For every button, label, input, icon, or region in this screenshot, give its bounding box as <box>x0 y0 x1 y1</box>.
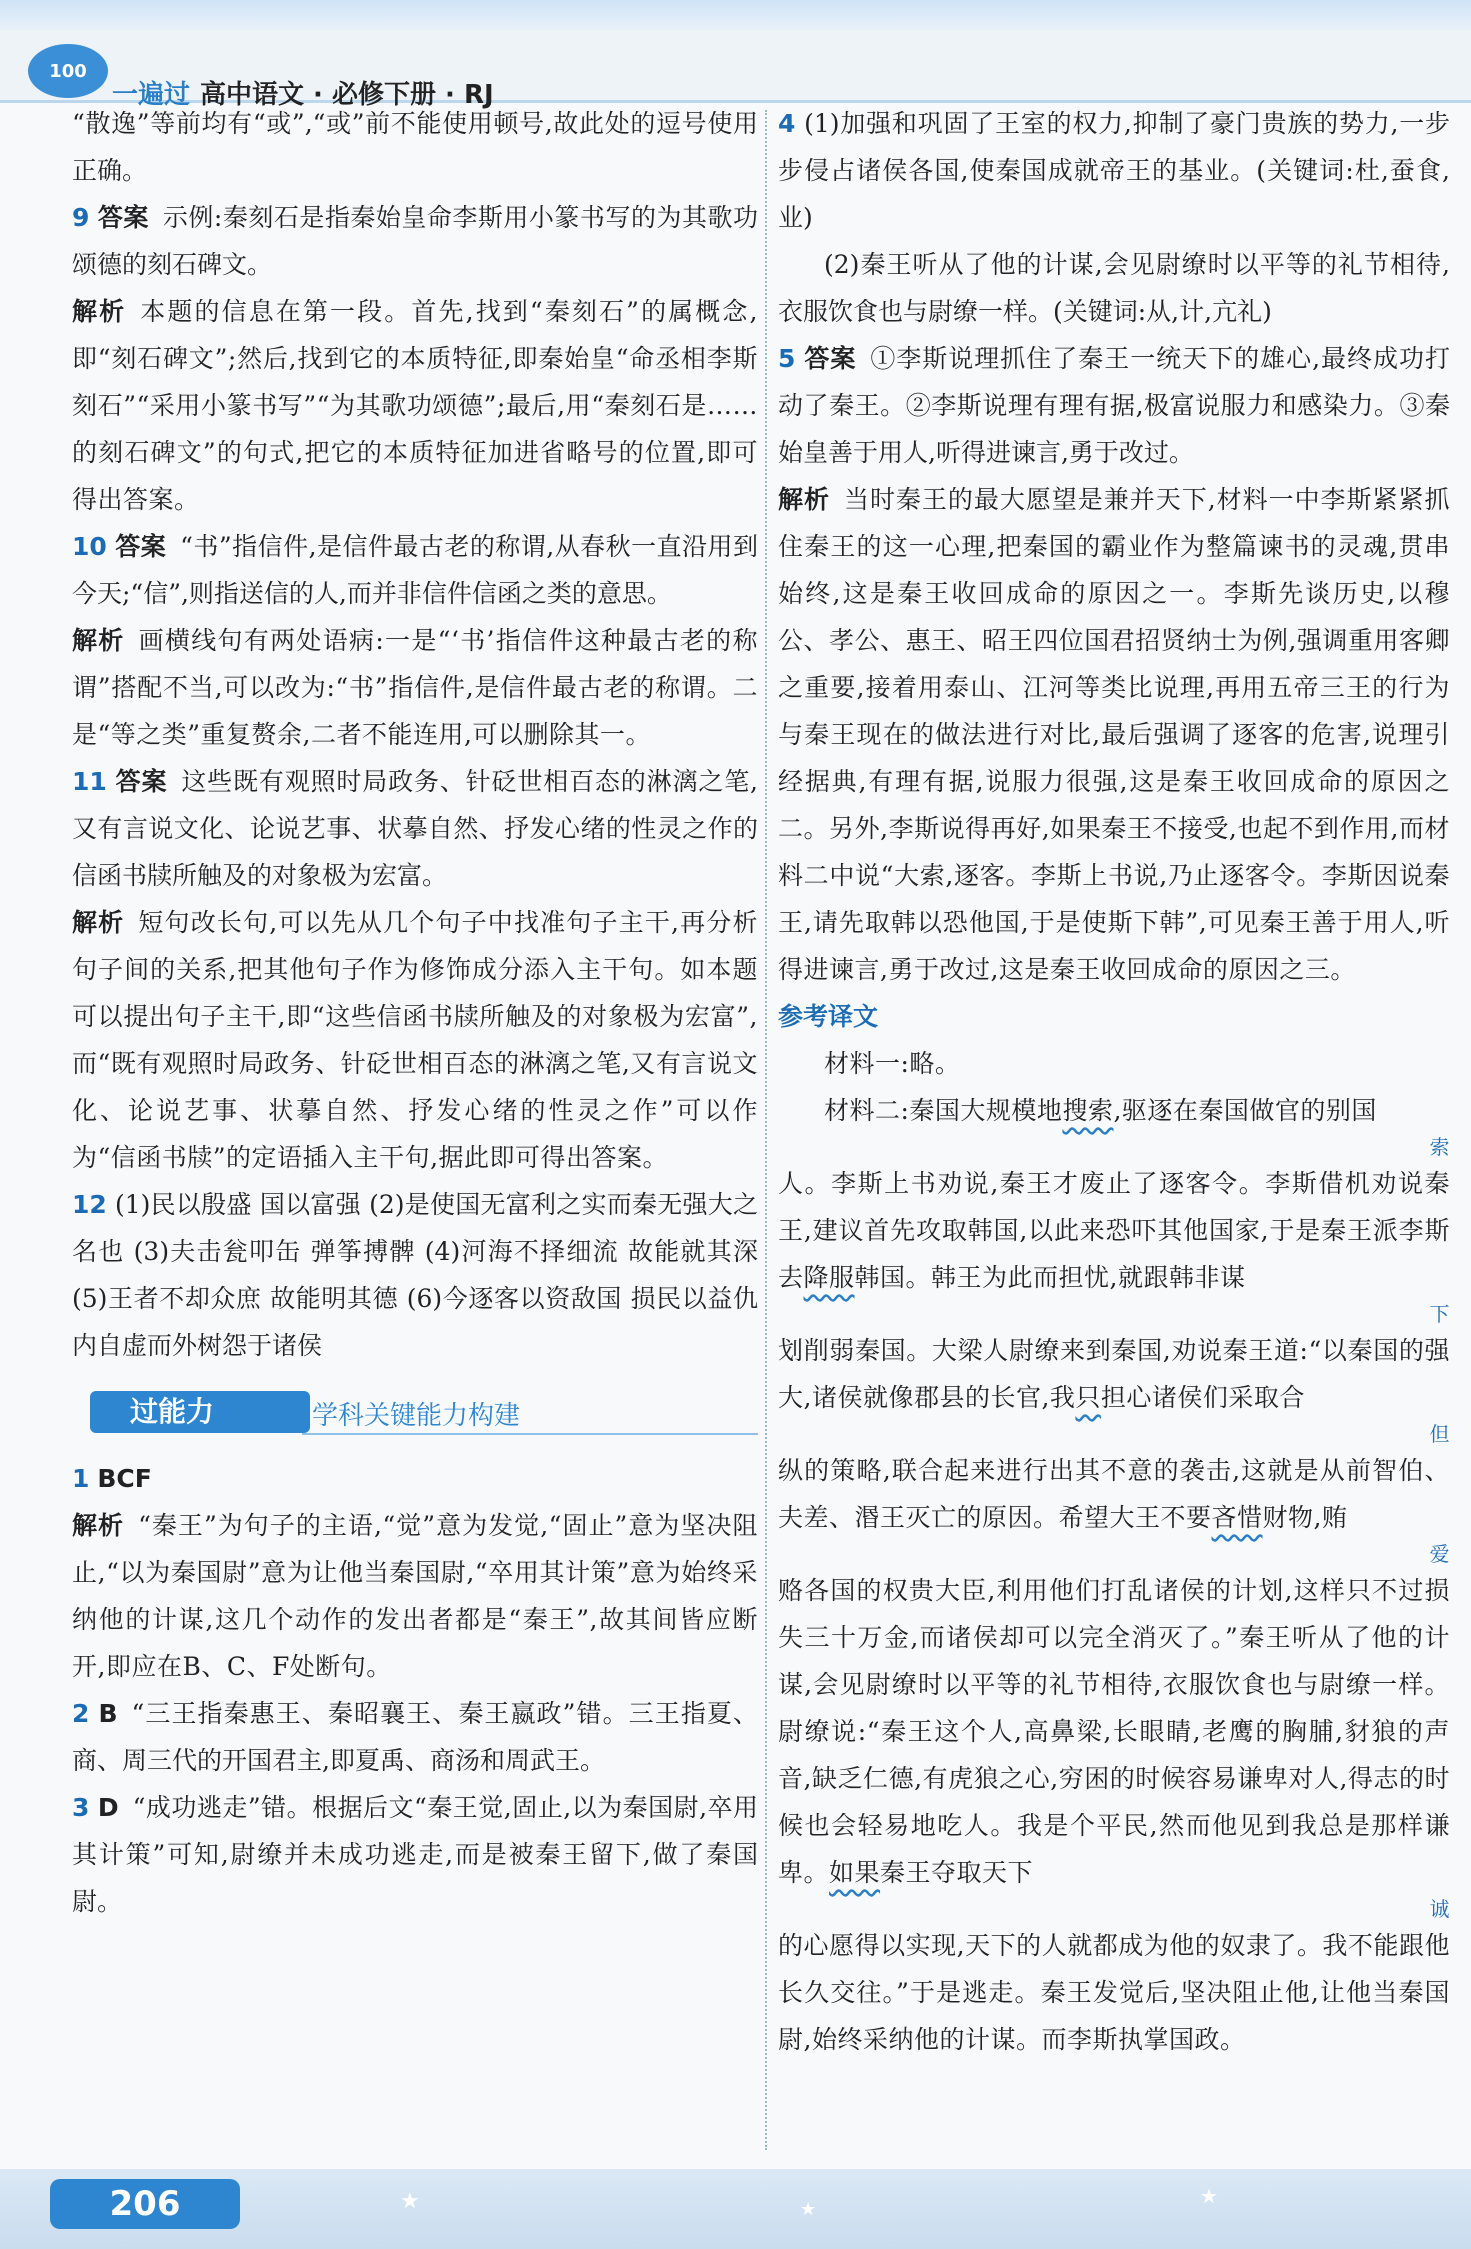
m2-text-g: 纵的策略,联合起来进行出其不意的袭击,这就是从前智伯、夫差、湣王灭亡的原因。希望大王不要 <box>778 1456 1450 1532</box>
q9-analysis-text: 本题的信息在第一段。首先,找到“秦刻石”的属概念,即“刻石碑文”;然后,找到它的本质特征,即秦始皇“命丞相李斯刻石”“采用小篆书写”“为其歌功颂德”;最后,用“秦刻石是……的刻石碑文”的句式,把它的本质特征加进省略号的位置,即可得出答案。 <box>72 297 758 514</box>
m2-text-d: 韩国。韩王为此而担忧,就跟韩非谋 <box>854 1263 1246 1292</box>
q11-answer-tag: 答案 <box>115 767 168 796</box>
section-underline <box>302 1433 758 1435</box>
q10-analysis <box>72 617 758 758</box>
gloss-xia: 下 <box>1429 1302 1450 1326</box>
q10-answer-tag: 答案 <box>115 532 167 561</box>
material-one: 材料一:略。 <box>824 1049 961 1078</box>
ability-q2 <box>72 1690 758 1784</box>
section-header <box>72 1385 758 1445</box>
question-10 <box>72 523 758 617</box>
q11-analysis-tag: 解析 <box>72 908 125 937</box>
n2-text: “三王指秦惠王、秦昭襄王、秦王嬴政”错。三王指夏、商、周三代的开国君主,即夏禹、商汤和周武王。 <box>72 1699 758 1775</box>
q9-analysis-tag: 解析 <box>72 297 127 326</box>
r5-answer: ①李斯说理抓住了秦王一统天下的雄心,最终成功打动了秦王。②李斯说理有理有据,极富说服力和感染力。③秦始皇善于用人,听得进谏言,勇于改过。 <box>778 344 1450 467</box>
r5-analysis-tag: 解析 <box>778 485 830 514</box>
gloss-suo: 索 <box>1429 1135 1450 1159</box>
m2-text-e: 划削弱秦国。大梁人尉缭来到秦国,劝说秦王道:“以秦国的强大,诸侯就像郡县的长官,我 <box>778 1336 1450 1412</box>
m2-text-c: 人。李斯上书劝说,秦王才废止了逐客令。李斯借机劝说秦王,建议首先攻取韩国,以此来恐吓其他国家,于是秦王派李斯去 <box>778 1169 1450 1292</box>
star-icon: ★ <box>1200 2184 1218 2208</box>
ability-q4 <box>778 100 1450 241</box>
ability-q5 <box>778 335 1450 476</box>
q11-number: 11 <box>72 767 107 796</box>
q10-analysis-text: 画横线句有两处语病:一是“‘书’指信件这种最古老的称谓”搭配不当,可以改为:“书”指信件,是信件最古老的称谓。二是“等之类”重复赘余,二者不能连用,可以删除其一。 <box>72 626 758 749</box>
n1-number: 1 <box>72 1464 90 1493</box>
q12-number: 12 <box>72 1190 107 1219</box>
n3-number: 3 <box>72 1793 90 1822</box>
section-subtitle: 学科关键能力构建 <box>312 1401 521 1431</box>
m2-text-f: 担心诸侯们采取合 <box>1100 1383 1305 1412</box>
page-header <box>0 30 1471 110</box>
right-column <box>778 100 1450 2063</box>
m2-text-b: ,驱逐在秦国做官的别国 <box>1113 1096 1377 1125</box>
column-divider <box>765 110 767 2150</box>
m2-text-h: 财物,贿 <box>1262 1503 1348 1532</box>
m2-gloss-zhi: 只 <box>1075 1383 1101 1412</box>
q9-number: 9 <box>72 203 90 232</box>
brand-name: 一遍过 <box>112 80 191 110</box>
r5-number: 5 <box>778 344 796 373</box>
book-title: 高中语文 · 必修下册 · RJ <box>200 80 494 110</box>
r4-part1: (1)加强和巩固了王室的权力,抑制了豪门贵族的势力,一步步侵占诸侯各国,使秦国成就帝王的基业。(关键词:杜,蚕食,业) <box>778 109 1450 232</box>
n1-analysis-text: “秦王”为句子的主语,“觉”意为发觉,“固止”意为坚决阻止,“以为秦国尉”意为让他当秦国尉,“卒用其计策”意为始终采纳他的计谋,这几个动作的发出者都是“秦王”,故其间皆应断开,即应在B、C、F处断句。 <box>72 1511 758 1681</box>
q11-answer: 这些既有观照时局政务、针砭世相百态的淋漓之笔,又有言说文化、论说艺事、状摹自然、抒发心绪的性灵之作的信函书牍所触及的对象极为宏富。 <box>72 767 758 890</box>
q10-number: 10 <box>72 532 107 561</box>
page-number: 206 <box>50 2179 240 2229</box>
ability-q1 <box>72 1455 758 1502</box>
gloss-dan: 但 <box>1429 1422 1450 1446</box>
q10-answer: “书”指信件,是信件最古老的称谓,从春秋一直沿用到今天;“信”,则指送信的人,而并非信件信函之类的意思。 <box>72 532 758 608</box>
left-column <box>72 100 758 1925</box>
logo-text: 100 <box>49 60 87 82</box>
r4-number: 4 <box>778 109 796 138</box>
n2-answer: B <box>98 1699 118 1728</box>
n1-answer: BCF <box>97 1464 152 1493</box>
q9-analysis <box>72 288 758 523</box>
m2-text-a: 材料二:秦国大规模地 <box>824 1096 1063 1125</box>
m2-gloss-linxi: 吝惜 <box>1211 1503 1263 1532</box>
continued-paragraph: “散逸”等前均有“或”,“或”前不能使用顿号,故此处的逗号使用正确。 <box>72 109 758 185</box>
q12-answer: (1)民以殷盛 国以富强 (2)是使国无富利之实而秦无强大之名也 (3)夫击瓮叩缶 弹筝搏髀 (4)河海不择细流 故能就其深 (5)王者不却众庶 故能明其德 (6)今逐客以资敌国 损民以益仇 内自虚而外树怨于诸侯 <box>72 1190 758 1360</box>
q11-analysis-text: 短句改长句,可以先从几个句子中找准句子主干,再分析句子间的关系,把其他句子作为修饰成分添入主干句。如本题可以提出句子主干,即“这些信函书牍所触及的对象极为宏富”,而“既有观照时局政务、针砭世相百态的淋漓之笔,又有言说文化、论说艺事、状摹自然、抒发心绪的性灵之作”可以作为“信函书牍”的定语插入主干句,据此即可得出答案。 <box>72 908 758 1172</box>
m2-text-i: 赂各国的权贵大臣,利用他们打乱诸侯的计划,这样只不过损失三十万金,而诸侯却可以完全消灭了。”秦王听从了他的计谋,会见尉缭时以平等的礼节相待,衣服饮食也与尉缭一样。尉缭说:“秦王这个人,高鼻梁,长眼睛,老鹰的胸脯,豺狼的声音,缺乏仁德,有虎狼之心,穷困的时候容易谦卑对人,得志的时候也会轻易地吃人。我是个平民,然而他见到我总是那样谦卑。 <box>778 1576 1450 1887</box>
star-icon: ★ <box>400 2189 420 2214</box>
page-footer <box>0 2169 1471 2249</box>
q10-analysis-tag: 解析 <box>72 626 125 655</box>
q11-analysis <box>72 899 758 1181</box>
ability-q3 <box>72 1784 758 1925</box>
r5-analysis-text: 当时秦王的最大愿望是兼并天下,材料一中李斯紧紧抓住秦王的这一心理,把秦国的霸业作为整篇谏书的灵魂,贯串始终,这是秦王收回成命的原因之一。李斯先谈历史,以穆公、孝公、惠王、昭王四位国君招贤纳士为例,强调重用客卿之重要,接着用泰山、江河等类比说理,再用五帝三王的行为与秦王现在的做法进行对比,最后强调了逐客的危害,说理引经据典,有理有据,说服力很强,这是秦王收回成命的原因之二。另外,李斯说得再好,如果秦王不接受,也起不到作用,而材料二中说“大索,逐客。李斯上书说,乃止逐客令。李斯因说秦王,请先取韩以恐他国,于是使斯下韩”,可见秦王善于用人,听得进谏言,勇于改过,这是秦王收回成命的原因之三。 <box>778 485 1450 984</box>
m2-gloss-ruguo: 如果 <box>829 1858 881 1887</box>
q9-answer-tag: 答案 <box>97 203 149 232</box>
r4-part2: (2)秦王听从了他的计谋,会见尉缭时以平等的礼节相待,衣服饮食也与尉缭一样。(关键词:从,计,亢礼) <box>778 250 1450 326</box>
question-9 <box>72 194 758 288</box>
n3-text: “成功逃走”错。根据后文“秦王觉,固止,以为秦国尉,卒用其计策”可知,尉缭并未成功逃走,而是被秦王留下,做了秦国尉。 <box>72 1793 758 1916</box>
q9-answer: 示例:秦刻石是指秦始皇命李斯用小篆书写的为其歌功颂德的刻石碑文。 <box>72 203 758 279</box>
r5-answer-tag: 答案 <box>804 344 857 373</box>
section-title: 过能力 <box>90 1391 310 1433</box>
m2-text-j: 秦王夺取天下 <box>880 1858 1034 1887</box>
gloss-ai: 爱 <box>1429 1542 1450 1566</box>
n1-analysis <box>72 1502 758 1690</box>
m2-text-k: 的心愿得以实现,天下的人就都成为他的奴隶了。我不能跟他长久交往。”于是逃走。秦王发觉后,坚决阻止他,让他当秦国尉,始终采纳他的计谋。而李斯执掌国政。 <box>778 1931 1450 2054</box>
material-two <box>778 1087 1450 2063</box>
n1-analysis-tag: 解析 <box>72 1511 125 1540</box>
brand-logo <box>28 44 108 98</box>
m2-gloss-xiangfu: 降服 <box>803 1263 855 1292</box>
question-12 <box>72 1181 758 1369</box>
r5-analysis <box>778 476 1450 993</box>
n3-answer: D <box>97 1793 119 1822</box>
reference-translation-title: 参考译文 <box>778 1002 879 1031</box>
top-decor-band <box>0 0 1471 30</box>
gloss-cheng: 诚 <box>1429 1897 1450 1921</box>
n2-number: 2 <box>72 1699 90 1728</box>
question-11 <box>72 758 758 899</box>
star-icon: ★ <box>800 2199 817 2220</box>
m2-gloss-sou: 搜索 <box>1062 1096 1114 1125</box>
